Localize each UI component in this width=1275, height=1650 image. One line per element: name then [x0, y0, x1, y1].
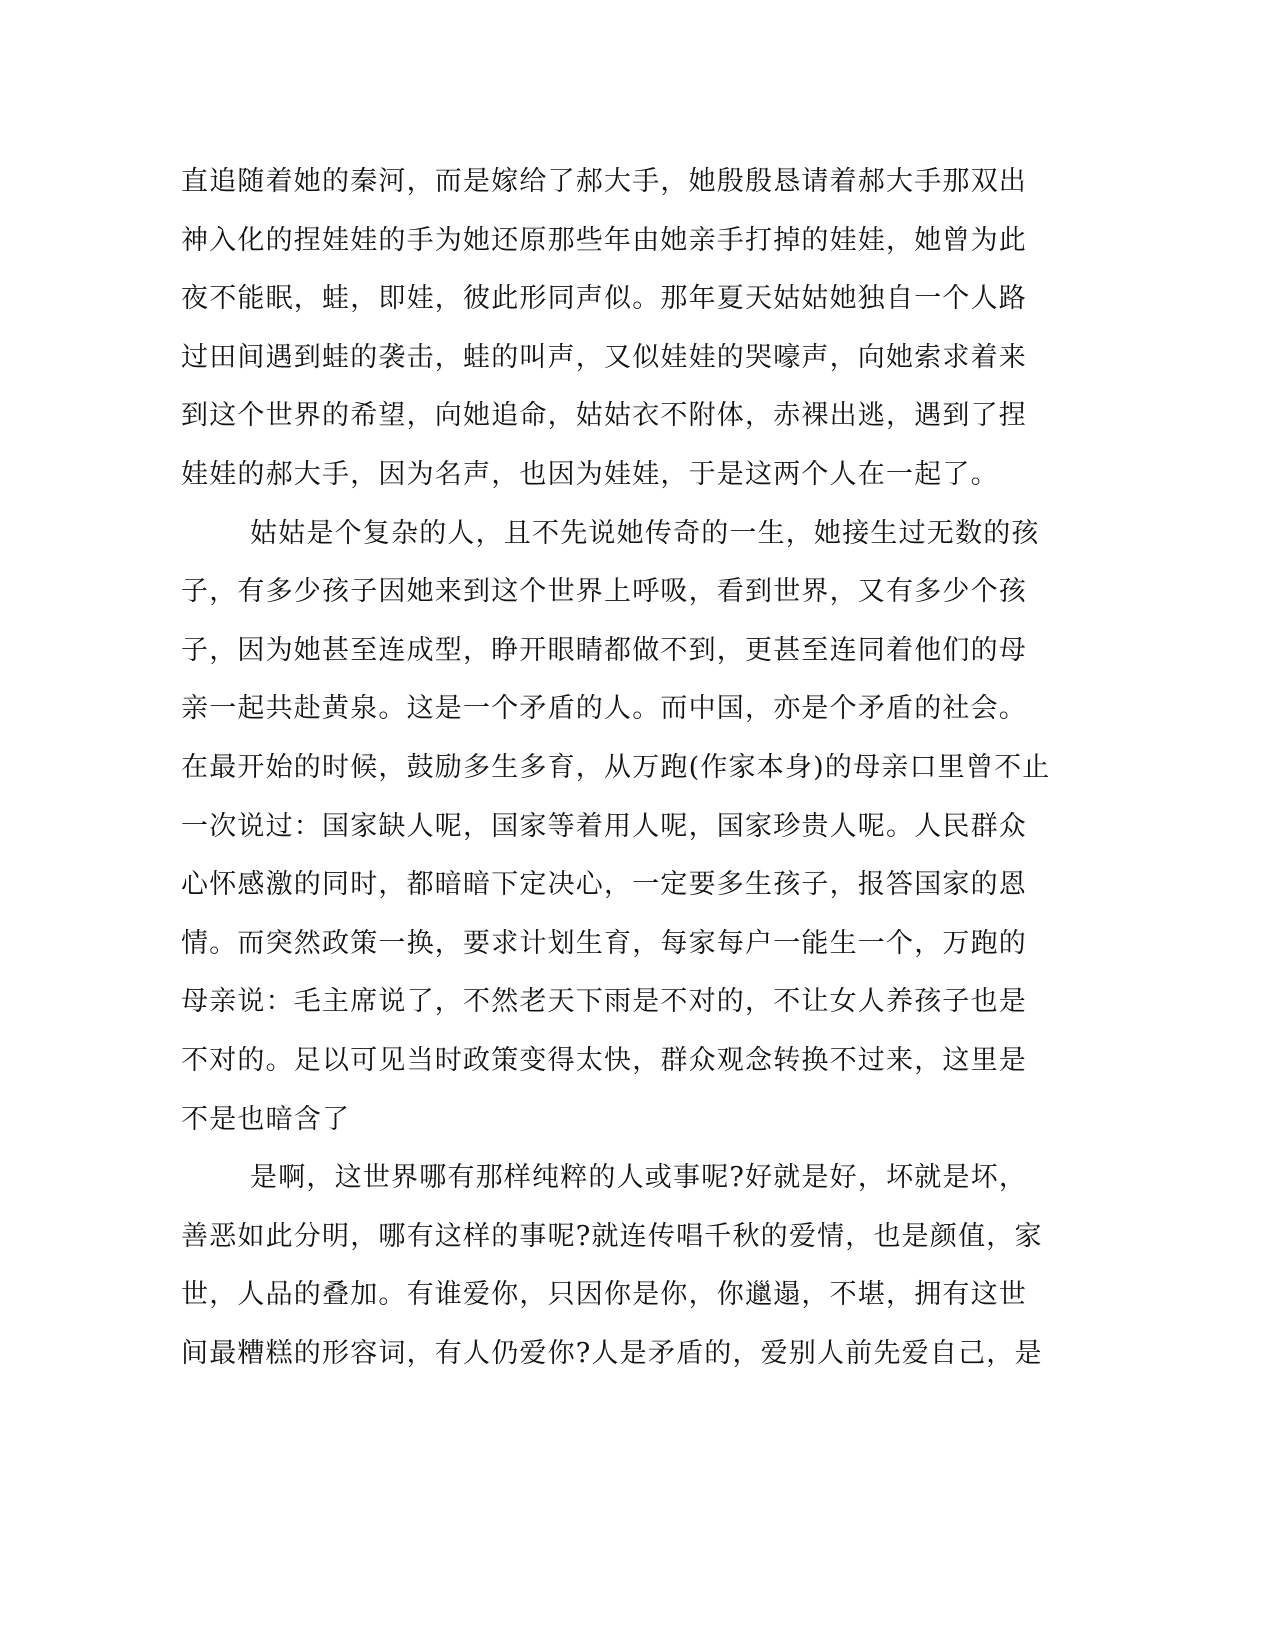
body-text — [181, 162, 1051, 1392]
text-line: 子，有多少孩子因她来到这个世界上呼吸，看到世界，又有多少个孩 — [181, 576, 1027, 608]
text-line: 母亲说：毛主席说了，不然老天下雨是不对的，不让女人养孩子也是 — [181, 986, 1027, 1018]
text-line: 在最开始的时候，鼓励多生多育，从万跑(作家本身)的母亲口里曾不止 — [181, 751, 1051, 783]
text-line: 不是也暗含了 — [181, 1103, 351, 1135]
text-line: 夜不能眠，蛙，即娃，彼此形同声似。那年夏天姑姑她独自一个人路 — [181, 283, 1027, 315]
text-line: 情。而突然政策一换，要求计划生育，每家每户一能生一个，万跑的 — [181, 927, 1027, 959]
text-line: 娃娃的郝大手，因为名声，也因为娃娃，于是这两个人在一起了。 — [181, 458, 999, 490]
paragraph-3 — [181, 1158, 1051, 1392]
text-line: 是啊，这世界哪有那样纯粹的人或事呢?好就是好，坏就是坏， — [250, 1162, 1028, 1194]
text-line: 一次说过：国家缺人呢，国家等着用人呢，国家珍贵人呢。人民群众 — [181, 810, 1027, 842]
paragraph-1 — [181, 162, 1051, 514]
text-line: 直追随着她的秦河，而是嫁给了郝大手，她殷殷恳请着郝大手那双出 — [181, 166, 1027, 197]
text-line: 姑姑是个复杂的人，且不先说她传奇的一生，她接生过无数的孩 — [250, 517, 1040, 549]
paragraph-2 — [181, 514, 1051, 1159]
text-line: 过田间遇到蛙的袭击，蛙的叫声，又似娃娃的哭嚎声，向她索求着来 — [181, 341, 1027, 373]
text-line: 不对的。足以可见当时政策变得太快，群众观念转换不过来，这里是 — [181, 1044, 1027, 1076]
text-line: 心怀感激的同时，都暗暗下定决心，一定要多生孩子，报答国家的恩 — [181, 869, 1027, 901]
text-line: 间最糟糕的形容词，有人仍爱你?人是矛盾的，爱别人前先爱自己，是 — [181, 1337, 1043, 1369]
text-line: 亲一起共赴黄泉。这是一个矛盾的人。而中国，亦是个矛盾的社会。 — [181, 693, 1027, 725]
text-line: 世，人品的叠加。有谁爱你，只因你是你，你邋遢，不堪，拥有这世 — [181, 1279, 1027, 1311]
text-line: 到这个世界的希望，向她追命，姑姑衣不附体，赤裸出逃，遇到了捏 — [181, 400, 1027, 432]
text-line: 子，因为她甚至连成型，睁开眼睛都做不到，更甚至连同着他们的母 — [181, 634, 1027, 666]
text-line: 神入化的捏娃娃的手为她还原那些年由她亲手打掉的娃娃，她曾为此 — [181, 224, 1027, 256]
text-line: 善恶如此分明，哪有这样的事呢?就连传唱千秋的爱情，也是颜值，家 — [181, 1220, 1043, 1252]
